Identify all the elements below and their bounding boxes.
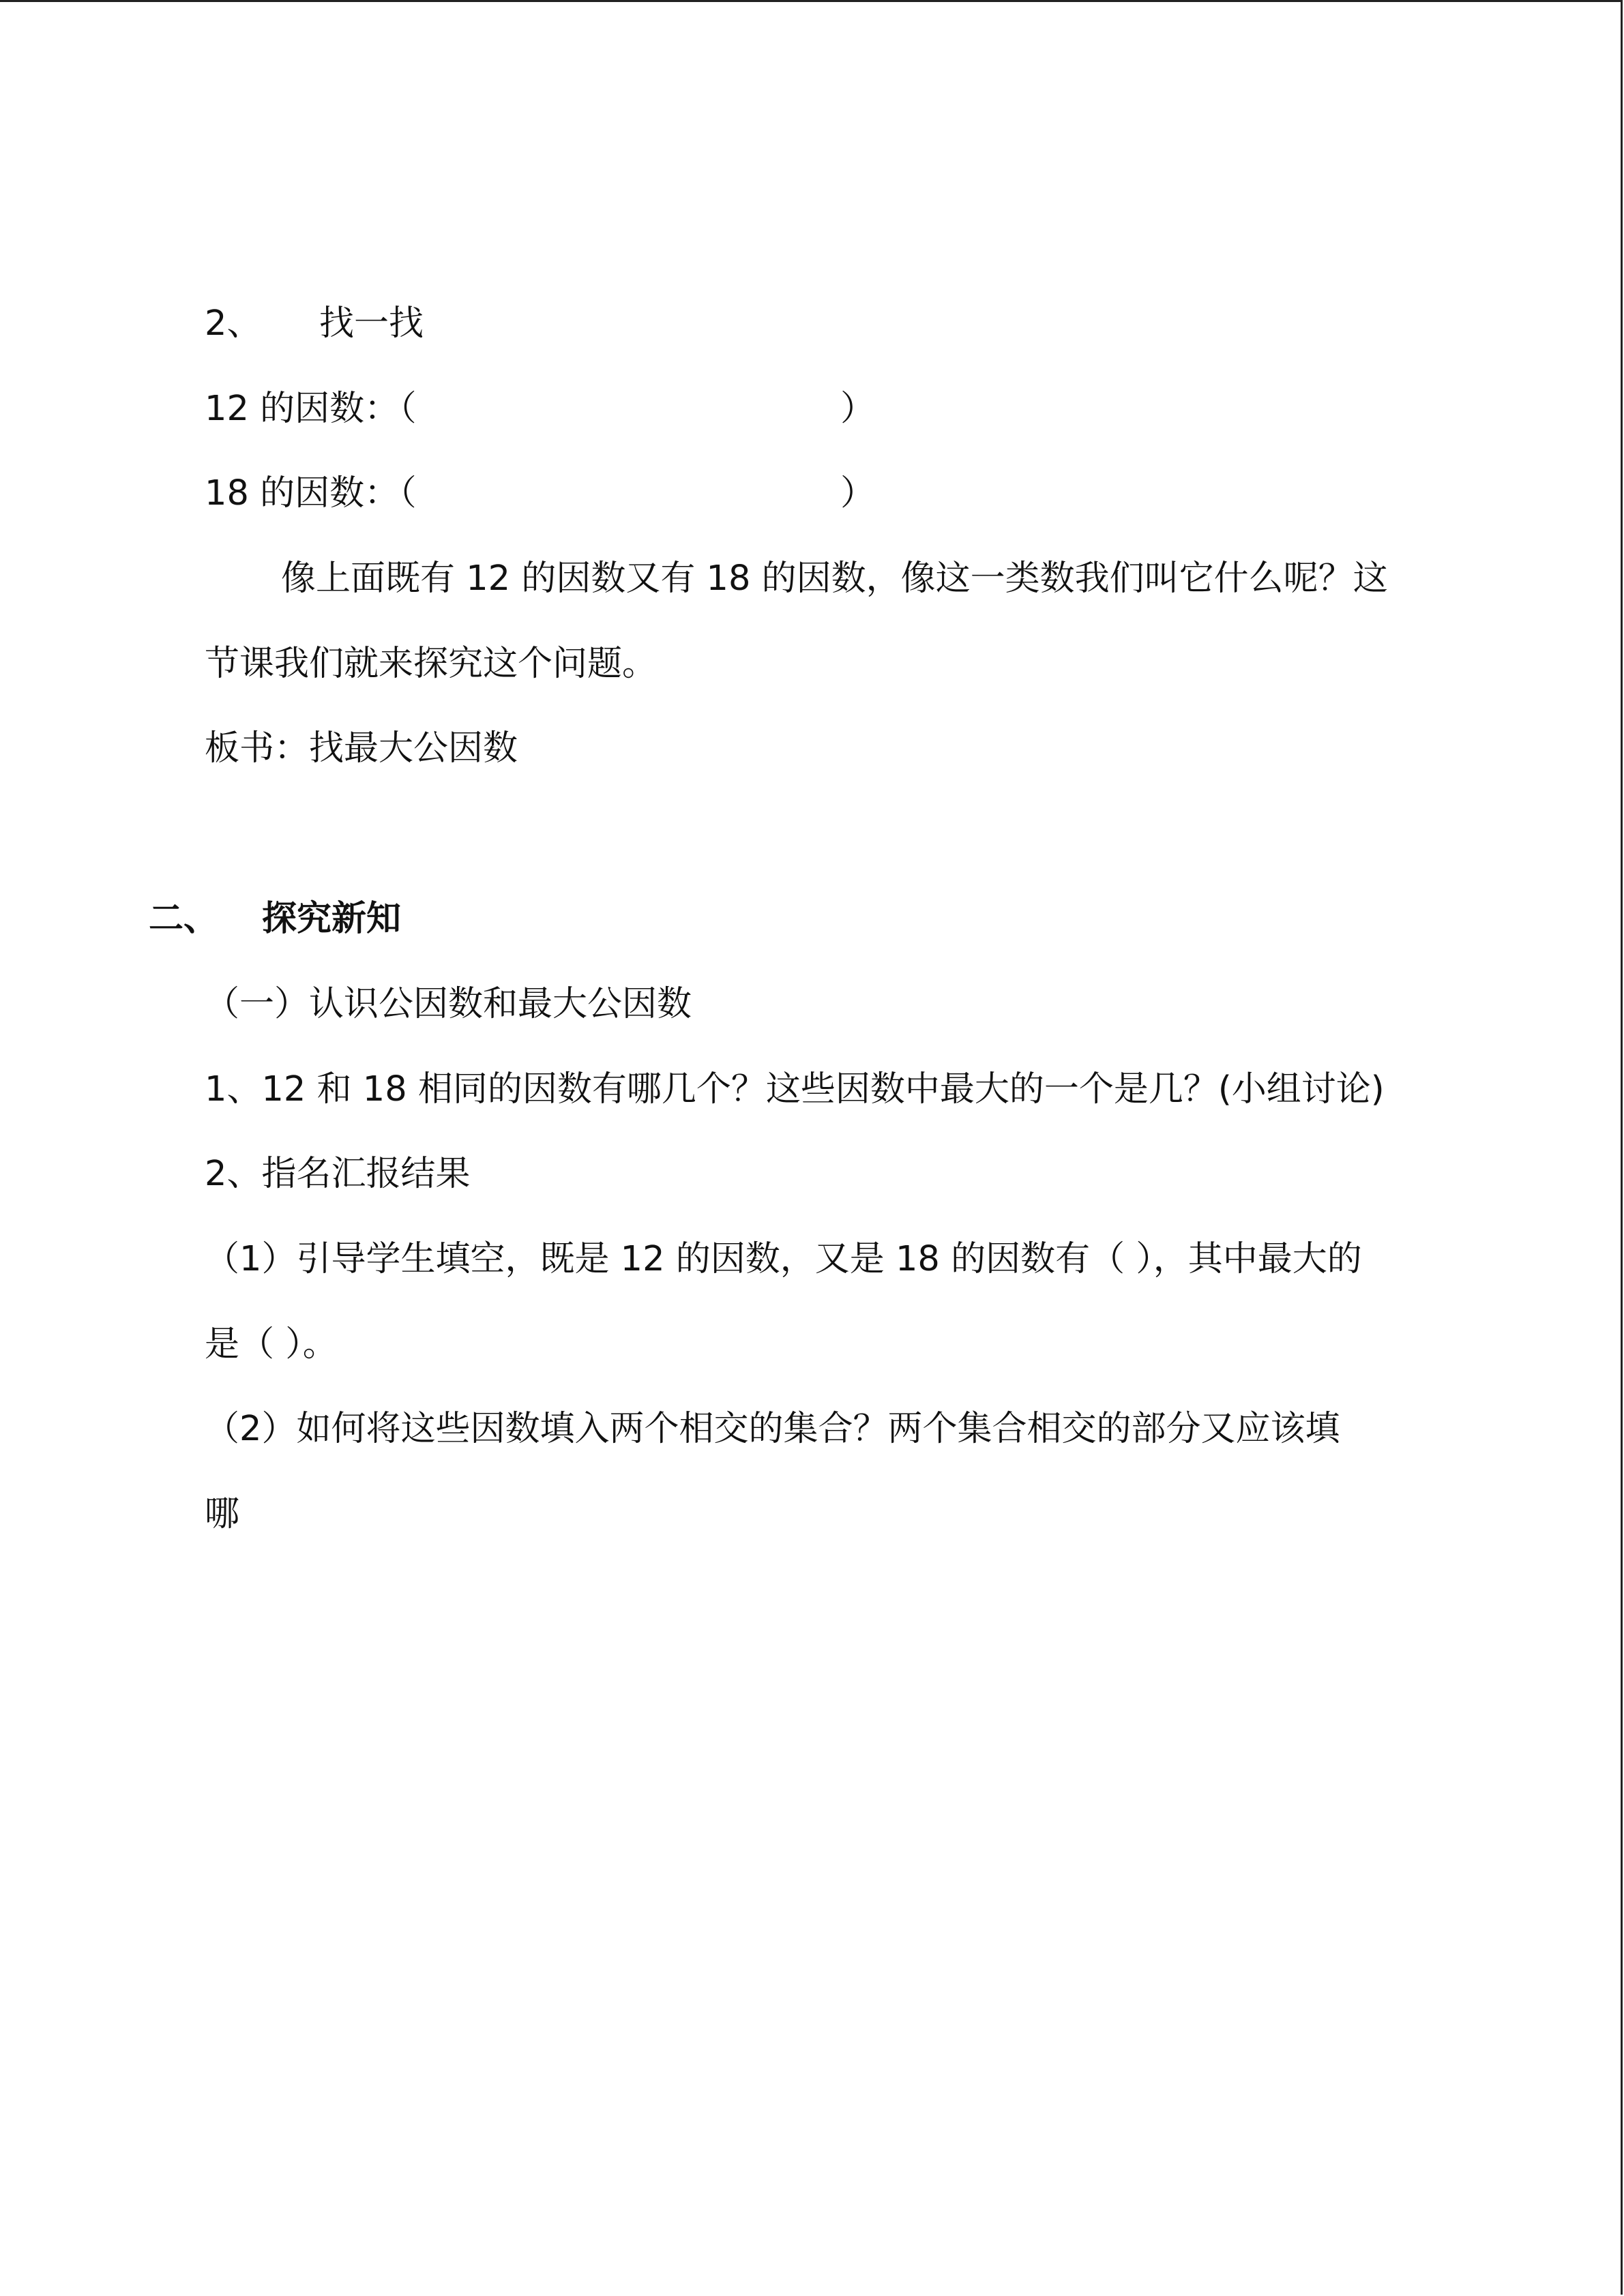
factors-18-close: ）: [840, 473, 876, 513]
factors-12-label: 12 的因数：（: [205, 389, 417, 429]
item2-title: 找一找: [319, 303, 424, 344]
item2-number: 2、: [205, 303, 262, 344]
question-2-1-line-1: （1）引导学生填空，既是 12 的因数，又是 18 的因数有（ ），其中最大的: [205, 1239, 1362, 1279]
question-2-1-line-2: 是（ ）。: [205, 1324, 338, 1365]
question-2-2-line-1: （2）如何将这些因数填入两个相交的集合？两个集合相交的部分又应该填: [205, 1409, 1340, 1449]
question-2-2-line-2: 哪: [205, 1494, 240, 1534]
intro-line-2: 节课我们就来探究这个问题。: [205, 644, 658, 684]
section-2-number: 二、: [149, 899, 219, 939]
factors-18-label: 18 的因数：（: [205, 473, 417, 513]
subheading: （一）认识公因数和最大公因数: [205, 984, 692, 1024]
board-note: 板书：找最大公因数: [205, 728, 518, 769]
question-1: 1、12 和 18 相同的因数有哪几个？这些因数中最大的一个是几？(小组讨论): [205, 1069, 1385, 1109]
factors-12-close: ）: [840, 389, 876, 429]
question-2: 2、指名汇报结果: [205, 1154, 471, 1194]
section-2-title: 探究新知: [262, 899, 402, 939]
intro-line-1: 像上面既有 12 的因数又有 18 的因数，像这一类数我们叫它什么呢？这: [281, 558, 1388, 599]
